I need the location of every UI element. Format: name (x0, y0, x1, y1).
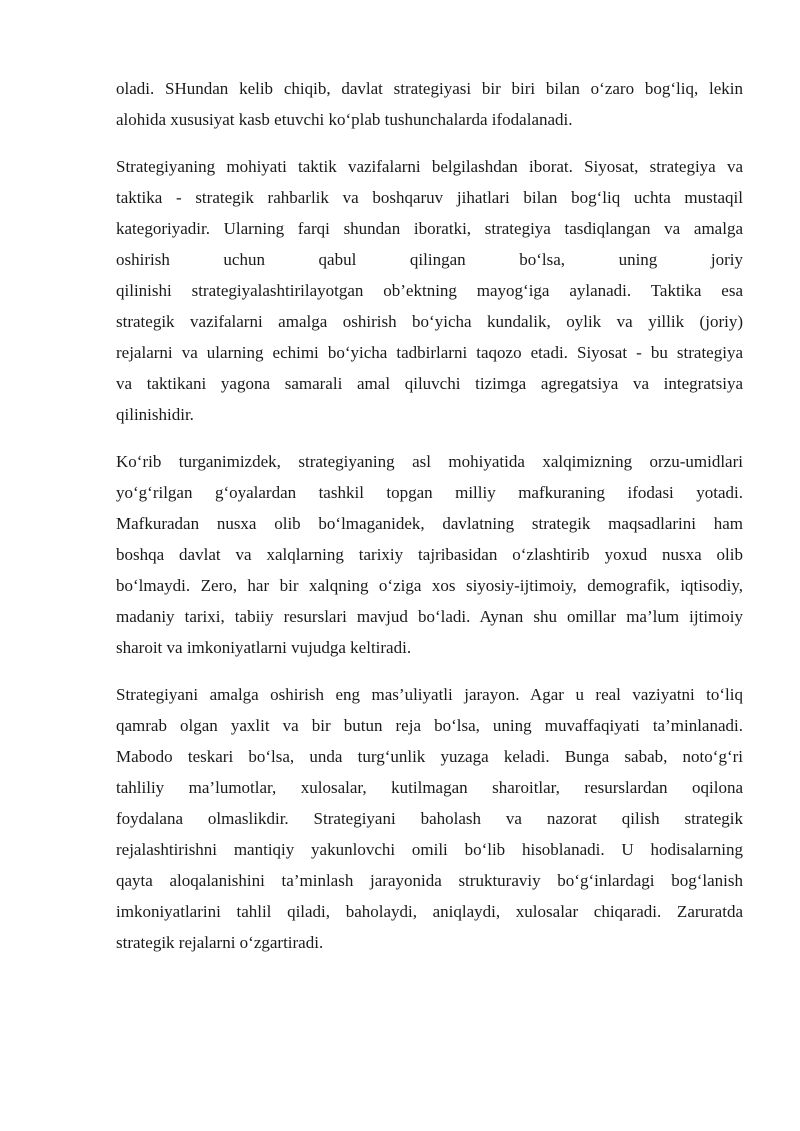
text-line: va taktikani yagona samarali amal qiluvchi tizimga agregatsiya va integratsiya (116, 374, 743, 393)
text-line: yo‘g‘rilgan g‘oyalardan tashkil topgan milliy mafkuraning ifodasi yotadi. (116, 483, 743, 502)
text-line: strategik rejalarni o‘zgartiradi. (116, 933, 324, 952)
text-line: rejalarni va ularning echimi bo‘yicha tadbirlarni taqozo etadi. Siyosat - bu strategiya (116, 343, 743, 362)
text-line: boshqa davlat va xalqlarning tarixiy tajribasidan o‘zlashtirib yoxud nusxa olib (116, 545, 743, 564)
paragraph-1 (116, 73, 743, 135)
text-line: strategik vazifalarni amalga oshirish bo‘yicha kundalik, oylik va yillik (joriy) (116, 312, 743, 331)
text-line: imkoniyatlarini tahlil qiladi, baholaydi, aniqlaydi, xulosalar chiqaradi. Zaruratda (116, 902, 743, 921)
text-line: tahliliy ma’lumotlar, xulosalar, kutilmagan sharoitlar, resurslardan oqilona (116, 778, 743, 797)
text-line: kategoriyadir. Ularning farqi shundan iboratki, strategiya tasdiqlangan va amalga (116, 219, 743, 238)
paragraph-3 (116, 446, 743, 663)
text-line: taktika - strategik rahbarlik va boshqaruv jihatlari bilan bog‘liq uchta mustaqil (116, 188, 743, 207)
text-line: foydalana olmaslikdir. Strategiyani baholash va nazorat qilish strategik (116, 809, 743, 828)
text-line: bo‘lmaydi. Zero, har bir xalqning o‘ziga xos siyosiy-ijtimoiy, demografik, iqtisodiy, (116, 576, 743, 595)
text-line: Mafkuradan nusxa olib bo‘lmaganidek, davlatning strategik maqsadlarini ham (116, 514, 743, 533)
text-line: qilinishidir. (116, 405, 194, 424)
text-line: alohida xususiyat kasb etuvchi ko‘plab tushunchalarda ifodalanadi. (116, 110, 573, 129)
text-line: Strategiyaning mohiyati taktik vazifalarni belgilashdan iborat. Siyosat, strategiya va (116, 157, 743, 176)
paragraph-4 (116, 679, 743, 958)
text-line: Ko‘rib turganimizdek, strategiyaning asl mohiyatida xalqimizning orzu-umidlari (116, 452, 743, 471)
text-line: rejalashtirishni mantiqiy yakunlovchi omili bo‘lib hisoblanadi. U hodisalarning (116, 840, 743, 859)
text-line: madaniy tarixi, tabiiy resurslari mavjud bo‘ladi. Aynan shu omillar ma’lum ijtimoiy (116, 607, 743, 626)
text-line: qilinishi strategiyalashtirilayotgan ob’ektning mayog‘iga aylanadi. Taktika esa (116, 281, 743, 300)
paragraph-2 (116, 151, 743, 430)
text-line: sharoit va imkoniyatlarni vujudga keltiradi. (116, 638, 412, 657)
text-line: Mabodo teskari bo‘lsa, unda turg‘unlik yuzaga keladi. Bunga sabab, noto‘g‘ri (116, 747, 743, 766)
text-line: oladi. SHundan kelib chiqib, davlat strategiyasi bir biri bilan o‘zaro bog‘liq, lekin (116, 79, 743, 98)
text-line: Strategiyani amalga oshirish eng mas’uliyatli jarayon. Agar u real vaziyatni to‘liq (116, 685, 743, 704)
text-line: oshirish uchun qabul qilingan bo‘lsa, uning joriy (116, 250, 743, 269)
text-line: qamrab olgan yaxlit va bir butun reja bo‘lsa, uning muvaffaqiyati ta’minlanadi. (116, 716, 743, 735)
text-line: qayta aloqalanishini ta’minlash jarayonida strukturaviy bo‘g‘inlardagi bog‘lanish (116, 871, 743, 890)
